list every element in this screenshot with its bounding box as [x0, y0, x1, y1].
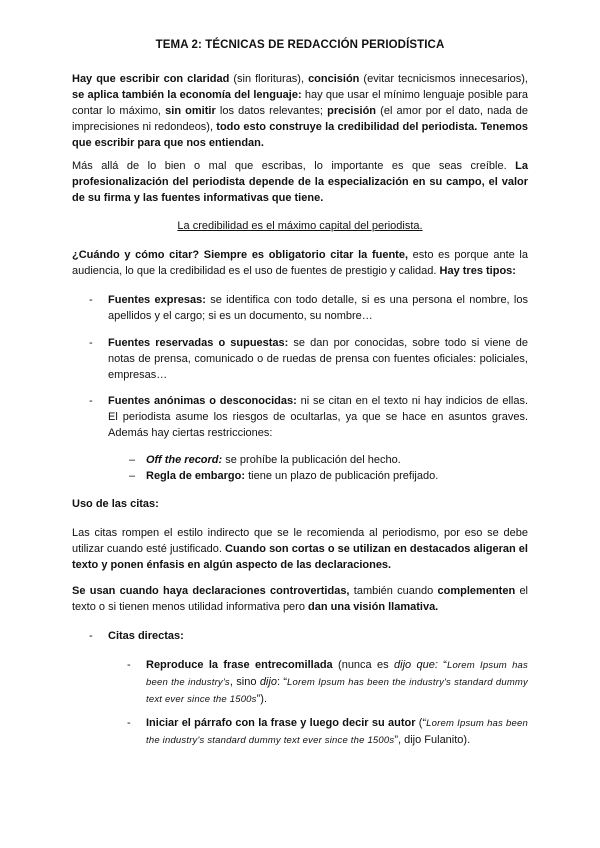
text: esto es porque ante la audiencia, lo que la credibilidad es el uso de fuentes de prestigio y calidad. — [72, 249, 528, 277]
text: Más allá de lo bien o mal que escribas, lo importante es que seas creíble. — [72, 160, 516, 172]
list-item — [146, 468, 526, 484]
section-heading — [72, 496, 528, 512]
list-item — [108, 335, 528, 383]
text-bold: Uso de las citas: — [72, 498, 159, 510]
credibility-paragraph — [72, 158, 528, 206]
text: se dan por conocidas, sobre todo si viene de notas de prensa, comunicado o de ruedas de prensa con fuentes oficiales: policiales, empresas… — [108, 337, 528, 381]
quote-text: Lorem Ipsum has been the industry's — [146, 660, 528, 688]
text: tiene un plazo de publicación prefijado. — [245, 470, 439, 482]
quotes-paragraph — [72, 525, 528, 573]
text: ”, dijo Fulanito). — [394, 734, 471, 746]
list-item — [146, 657, 528, 708]
text: se identifica con todo detalle, si es una persona el nombre, los apellidos y el cargo; si es un documento, su nombre… — [108, 294, 528, 322]
bullet-dash: – — [129, 470, 136, 482]
text-bold: Citas directas: — [108, 630, 184, 642]
list-item — [146, 715, 528, 749]
bullet-dash: - — [89, 294, 93, 306]
text-bold: Fuentes expresas: — [108, 294, 206, 306]
quote-text: Lorem Ipsum has been the industry's standard dummy text ever since the 1500s — [146, 718, 528, 746]
text-bold: ¿Cuándo y cómo citar? Siempre es obligatorio citar la fuente, — [72, 249, 409, 261]
text: (el amor por el dato, nada de imprecisiones ni redondeos), — [72, 105, 528, 133]
page-title: TEMA 2: TÉCNICAS DE REDACCIÓN PERIODÍSTICA — [155, 39, 445, 51]
list-item — [108, 292, 528, 324]
text: , sino — [229, 676, 260, 688]
text: se prohíbe la publicación del hecho. — [222, 454, 401, 466]
text: hay que usar el mínimo lenguaje posible para contar lo máximo, — [72, 89, 528, 117]
text-bold: se aplica también la economía del lenguaje: — [72, 89, 302, 101]
intro-paragraph — [72, 71, 528, 151]
quote-text: Lorem Ipsum has been the industry's standard dummy text ever since the 1500s — [146, 677, 528, 705]
section-subtitle: La credibilidad es el máximo capital del periodista. — [177, 220, 423, 232]
bullet-dash: - — [127, 717, 131, 729]
text: : “ — [276, 676, 288, 688]
text-bold: Se usan cuando haya declaraciones controvertidas, — [72, 585, 350, 597]
text-bold: Iniciar el párrafo con la frase y luego decir su autor — [146, 717, 416, 729]
text: los datos relevantes; — [215, 105, 328, 117]
text: (evitar tecnicismos innecesarios), — [359, 73, 528, 85]
list-item — [108, 628, 528, 644]
citation-paragraph — [72, 247, 528, 279]
text-bold: Off the record: — [146, 454, 223, 466]
text: “ — [437, 659, 447, 671]
bullet-dash: - — [89, 337, 93, 349]
text-bold: Fuentes anónimas o desconocidas: — [108, 395, 297, 407]
text: (nunca es — [332, 659, 395, 671]
text-bold: Fuentes reservadas o supuestas: — [108, 337, 289, 349]
text: (sin florituras), — [229, 73, 309, 85]
text: Las citas rompen el estilo indirecto que se le recomienda al periodismo, por eso se debe utilizar cuando esté justificado. — [72, 527, 528, 555]
text-bold: complementen — [437, 585, 516, 597]
bullet-dash: - — [89, 630, 93, 642]
bullet-dash: - — [89, 395, 93, 407]
text-bold: La profesionalización del periodista depende de la especialización en su campo, el valor de su firma y las fuentes informativas que tiene. — [72, 160, 528, 204]
text: ”). — [256, 693, 268, 705]
text-italic: dijo que: — [394, 659, 438, 671]
list-item — [108, 393, 528, 441]
text-bold: Hay que escribir con claridad — [72, 73, 230, 85]
text: ni se citan en el texto ni hay indicios de ellas. El periodista asume los riesgos de ocultarlas, ya que se hace en asuntos graves. Además hay ciertas restricciones: — [108, 395, 529, 439]
text-italic: dijo — [259, 676, 277, 688]
text-bold: todo esto construye la credibilidad del periodista. Tenemos que escribir para que nos entiendan. — [72, 121, 529, 149]
quotes-usage-paragraph — [72, 583, 528, 615]
text: (“ — [415, 717, 427, 729]
text-bold: sin omitir — [165, 105, 216, 117]
text: también cuando — [349, 585, 438, 597]
text-bold: Regla de embargo: — [146, 470, 246, 482]
bullet-dash: – — [129, 454, 136, 466]
text-bold: Cuando son cortas o se utilizan en destacados aligeran el texto y ponen énfasis en algún aspecto de las declaraciones. — [72, 543, 528, 571]
text-bold: precisión — [327, 105, 377, 117]
text-bold: concisión — [308, 73, 360, 85]
list-item — [146, 452, 526, 468]
text: el texto o si tienen menos utilidad informativa pero — [72, 585, 529, 613]
text-bold: Reproduce la frase entrecomillada — [146, 659, 333, 671]
text-bold: Hay tres tipos: — [439, 265, 516, 277]
bullet-dash: - — [127, 659, 131, 671]
text-bold: dan una visión llamativa. — [308, 601, 439, 613]
